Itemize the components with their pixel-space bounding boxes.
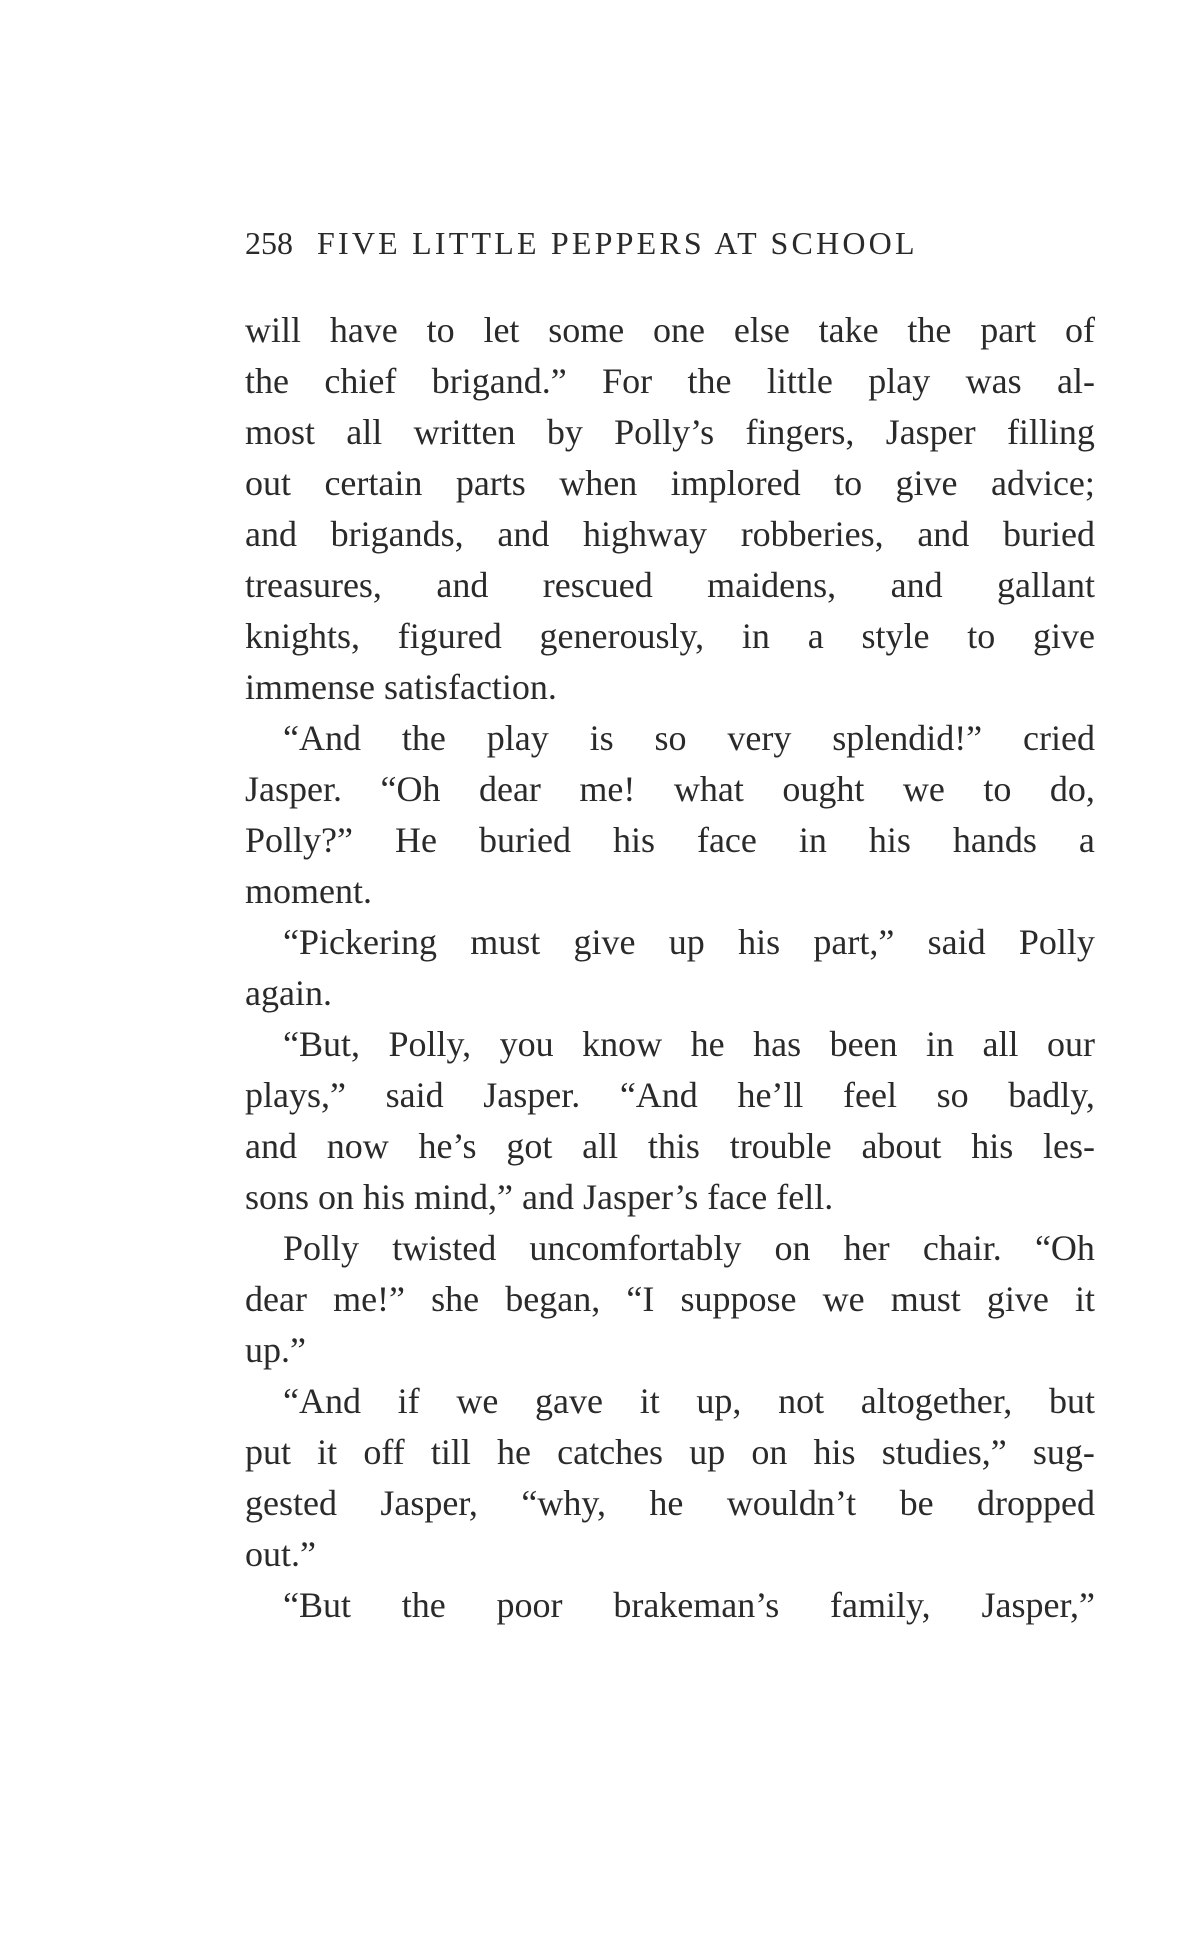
text-line: knights, figured generously, in a style to give (245, 616, 1095, 656)
running-head (245, 225, 1095, 269)
text-line: treasures, and rescued maidens, and gallant (245, 565, 1095, 605)
text-line: Polly?” He buried his face in his hands a (245, 820, 1095, 860)
text-line: “And if we gave it up, not altogether, but (283, 1381, 1095, 1421)
text-line: Jasper. “Oh dear me! what ought we to do, (245, 769, 1095, 809)
page-number: 258 (245, 225, 293, 261)
text-line: Polly twisted uncomfortably on her chair. “Oh (283, 1228, 1095, 1268)
text-line: out certain parts when implored to give advice; (245, 463, 1095, 503)
text-line: “And the play is so very splendid!” cried (283, 718, 1095, 758)
text-line: put it off till he catches up on his studies,” sug- (245, 1432, 1095, 1472)
text-line: plays,” said Jasper. “And he’ll feel so badly, (245, 1075, 1095, 1115)
text-line: out.” (245, 1534, 316, 1574)
text-line: “But, Polly, you know he has been in all our (283, 1024, 1095, 1064)
text-line: again. (245, 973, 332, 1013)
text-line: “Pickering must give up his part,” said Polly (283, 922, 1095, 962)
text-line: moment. (245, 871, 372, 911)
text-line: dear me!” she began, “I suppose we must give it (245, 1279, 1095, 1319)
text-line: gested Jasper, “why, he wouldn’t be dropped (245, 1483, 1095, 1523)
text-line: and now he’s got all this trouble about his les- (245, 1126, 1095, 1166)
text-line: sons on his mind,” and Jasper’s face fell. (245, 1177, 834, 1217)
text-line: and brigands, and highway robberies, and buried (245, 514, 1095, 554)
text-line: most all written by Polly’s fingers, Jasper filling (245, 412, 1095, 452)
book-page (245, 225, 1095, 1631)
body-text (245, 305, 1095, 1631)
text-line: the chief brigand.” For the little play was al- (245, 361, 1095, 401)
text-line: up.” (245, 1330, 306, 1370)
running-title: FIVE LITTLE PEPPERS AT SCHOOL (317, 225, 918, 261)
text-line: will have to let some one else take the part of (245, 310, 1095, 350)
text-line: immense satisfaction. (245, 667, 557, 707)
text-line: “But the poor brakeman’s family, Jasper,” (283, 1585, 1095, 1625)
